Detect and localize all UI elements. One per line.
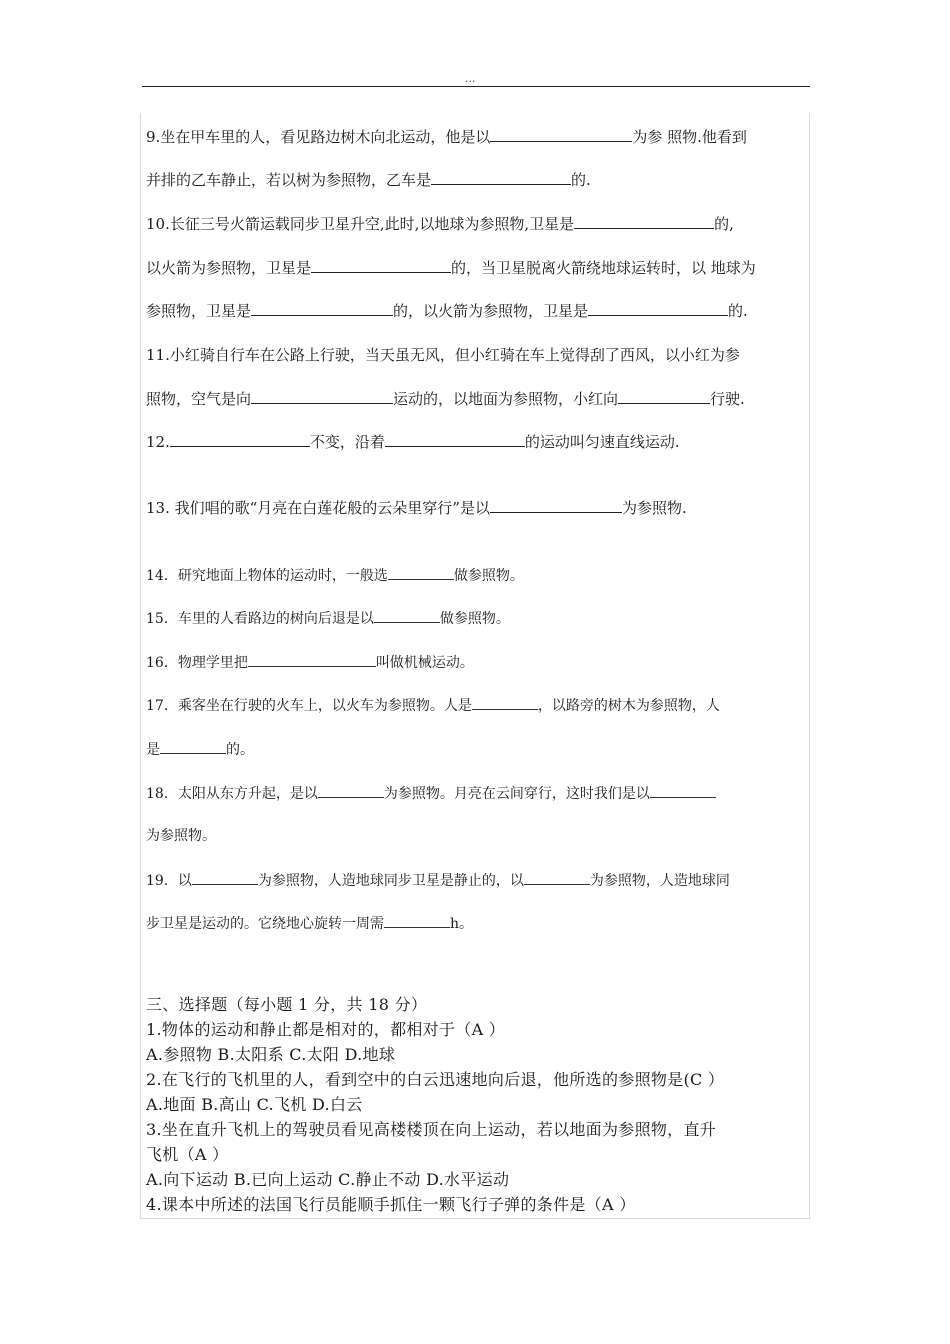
question-text: 的，当卫星脱离火箭绕地球运转时，以 地球为 <box>451 259 756 277</box>
question-text: 11.小红骑自行车在公路上行驶，当天虽无风，但小红骑在车上觉得刮了西风，以小红为参 <box>146 346 740 364</box>
question-19-line-2 <box>146 913 473 934</box>
question-16 <box>146 652 474 673</box>
choice-line: A.参照物 B.太阳系 C.太阳 D.地球 <box>146 1045 396 1064</box>
answer-blank[interactable] <box>431 170 571 185</box>
answer-blank[interactable] <box>618 389 710 404</box>
question-text: 为参照物，人造地球同步卫星是静止的，以 <box>257 873 524 889</box>
question-text: 的。 <box>226 742 254 758</box>
header-rule <box>142 86 810 87</box>
question-text: 以火箭为参照物，卫星是 <box>146 259 312 277</box>
question-13 <box>146 498 687 518</box>
question-text: 17．乘客坐在行驶的火车上，以火车为参照物。人是 <box>146 698 472 714</box>
answer-blank[interactable] <box>384 913 450 928</box>
question-text: h。 <box>450 916 474 932</box>
question-text: 13. 我们唱的歌“月亮在白莲花般的云朵里穿行”是以 <box>146 499 490 517</box>
answer-blank[interactable] <box>388 565 454 580</box>
question-text: 12. <box>146 433 170 451</box>
answer-blank[interactable] <box>650 783 716 798</box>
choice-line: 1.物体的运动和静止都是相对的，都相对于（A ） <box>146 1020 506 1039</box>
question-text: 的，以火箭为参照物，卫星是 <box>393 302 589 320</box>
question-17-line-2 <box>146 739 254 760</box>
question-text: 并排的乙车静止，若以树为参照物，乙车是 <box>146 171 432 189</box>
answer-blank[interactable] <box>311 258 451 273</box>
answer-blank[interactable] <box>170 432 310 447</box>
question-text: 参照物，卫星是 <box>146 302 252 320</box>
question-text: 9.坐在甲车里的人，看见路边树木向北运动，他是以 <box>146 128 491 146</box>
header-marker: ... <box>465 72 476 85</box>
answer-blank[interactable] <box>490 127 632 142</box>
answer-blank[interactable] <box>385 432 525 447</box>
question-text: 步卫星是运动的。它绕地心旋转一周需 <box>146 916 384 932</box>
choice-line: A.地面 B.高山 C.飞机 D.白云 <box>146 1095 363 1114</box>
answer-blank[interactable] <box>524 870 590 885</box>
choice-line: 2.在飞行的飞机里的人，看到空中的白云迅速地向后退，他所选的参照物是(C ） <box>146 1070 725 1089</box>
question-9-line-1 <box>146 127 747 147</box>
question-text: 19．以 <box>146 873 192 889</box>
section-3-title: 三、选择题（每小题 1 分，共 18 分） <box>146 995 428 1014</box>
question-text: 为参照物。月亮在云间穿行，这时我们是以 <box>383 786 650 802</box>
question-18-line-2 <box>146 826 216 846</box>
question-text: 运动的，以地面为参照物，小红向 <box>393 390 619 408</box>
question-text: 照物，空气是向 <box>146 390 252 408</box>
question-text: 做参照物。 <box>439 611 510 627</box>
answer-blank[interactable] <box>374 608 440 623</box>
question-text: ，以路旁的树木为参照物，人 <box>537 698 720 714</box>
question-text: 叫做机械运动。 <box>375 655 474 671</box>
question-text: 不变，沿着 <box>309 433 385 451</box>
question-text: 的运动叫匀速直线运动. <box>524 433 680 451</box>
choice-line: 飞机（A ） <box>146 1145 229 1164</box>
question-text: 为参照物. <box>621 499 687 517</box>
question-14 <box>146 565 524 586</box>
question-text: 15．车里的人看路边的树向后退是以 <box>146 611 374 627</box>
answer-blank[interactable] <box>192 870 258 885</box>
answer-blank[interactable] <box>490 498 622 513</box>
answer-blank[interactable] <box>588 301 728 316</box>
question-text: 为参照物。 <box>146 828 216 844</box>
question-text: 的, <box>714 215 734 233</box>
answer-blank[interactable] <box>472 695 538 710</box>
choice-line: 4.课本中所述的法国飞行员能顺手抓住一颗飞行子弹的条件是（A ） <box>146 1195 636 1214</box>
question-text: 的. <box>571 171 591 189</box>
question-text: 14．研究地面上物体的运动时，一般选 <box>146 568 388 584</box>
choice-line: A.向下运动 B.已向上运动 C.静止不动 D.水平运动 <box>146 1170 510 1189</box>
question-text: 18．太阳从东方升起，是以 <box>146 786 318 802</box>
question-10-line-2 <box>146 258 756 278</box>
question-text: 的. <box>728 302 748 320</box>
answer-blank[interactable] <box>251 389 393 404</box>
question-text: 为参照物，人造地球同 <box>589 873 730 889</box>
answer-blank[interactable] <box>160 739 226 754</box>
question-12 <box>146 432 680 452</box>
question-text: 10.长征三号火箭运载同步卫星升空,此时,以地球为参照物,卫星是 <box>146 215 575 233</box>
answer-blank[interactable] <box>251 301 393 316</box>
question-19-line-1 <box>146 870 730 891</box>
question-text: 行驶. <box>710 390 745 408</box>
question-text: 做参照物。 <box>453 568 524 584</box>
choice-line: 3.坐在直升飞机上的驾驶员看见高楼楼顶在向上运动，若以地面为参照物，直升 <box>146 1120 717 1139</box>
question-18-line-1 <box>146 783 716 804</box>
question-10-line-1 <box>146 214 734 234</box>
answer-blank[interactable] <box>318 783 384 798</box>
answer-blank[interactable] <box>574 214 714 229</box>
question-11-line-2 <box>146 389 745 409</box>
question-15 <box>146 608 510 629</box>
question-text: 是 <box>146 742 160 758</box>
question-text: 为参 照物.他看到 <box>632 128 747 146</box>
question-9-line-2 <box>146 170 591 190</box>
question-10-line-3 <box>146 301 748 321</box>
question-11-line-1 <box>146 345 740 365</box>
question-text: 16．物理学里把 <box>146 655 248 671</box>
question-17-line-1 <box>146 695 720 716</box>
answer-blank[interactable] <box>248 652 376 667</box>
